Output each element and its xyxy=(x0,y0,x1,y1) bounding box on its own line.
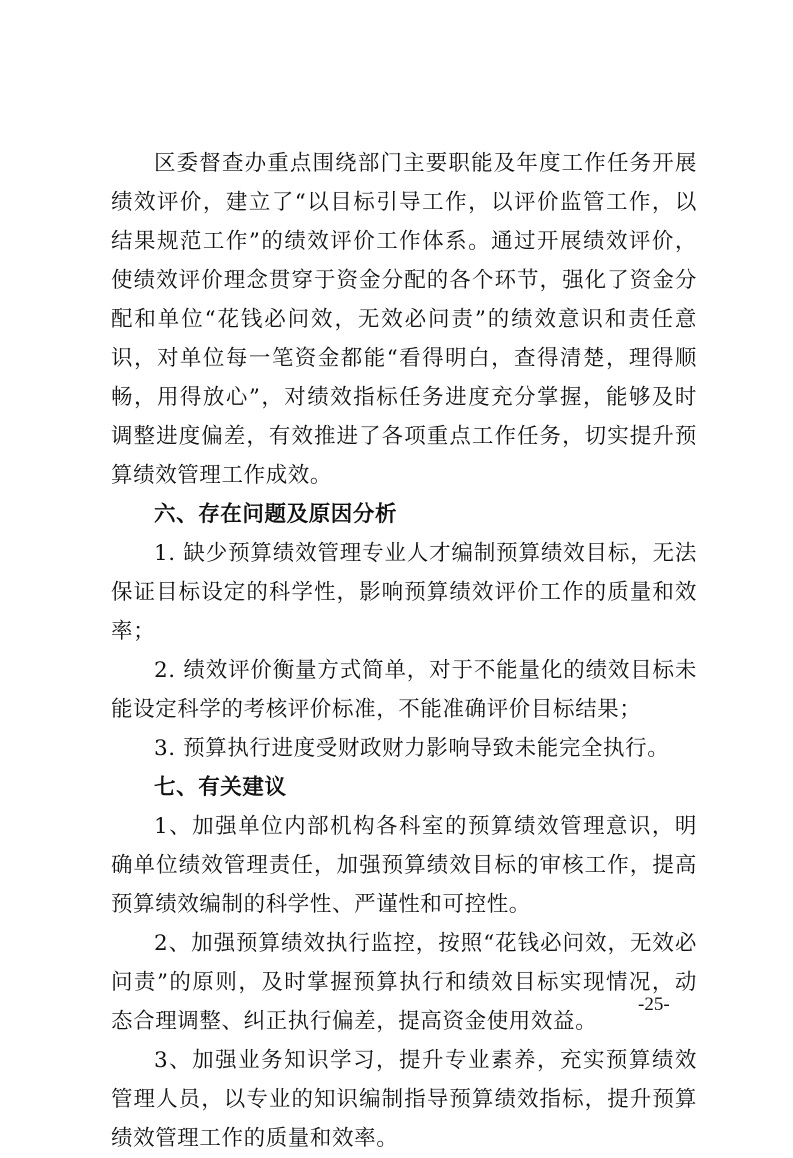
section-7-item-3: 3、加强业务知识学习，提升专业素养，充实预算绩效管理人员，以专业的知识编制指导预算绩效指标，提升预算绩效管理工作的质量和效率。 xyxy=(111,1048,697,1151)
document-body xyxy=(111,144,697,1158)
section-7-item-2: 2、加强预算绩效执行监控，按照“花钱必问效，无效必问责”的原则，及时掌握预算执行和绩效目标实现情况，动态合理调整、纠正执行偏差，提高资金使用效益。 xyxy=(111,931,697,1034)
section-6-item-3: 3. 预算执行进度受财政财力影响导致未能完全执行。 xyxy=(154,736,670,761)
section-7-item-1: 1、加强单位内部机构各科室的预算绩效管理意识，明确单位绩效管理责任，加强预算绩效目标的审核工作，提高预算绩效编制的科学性、严谨性和可控性。 xyxy=(111,814,697,917)
section-6-heading: 六、存在问题及原因分析 xyxy=(154,502,398,527)
section-6-item-2: 2. 绩效评价衡量方式简单，对于不能量化的绩效目标未能设定科学的考核评价标准，不能准确评价目标结果； xyxy=(111,658,697,722)
section-7-heading: 七、有关建议 xyxy=(154,775,287,800)
intro-paragraph: 区委督查办重点围绕部门主要职能及年度工作任务开展绩效评价，建立了“以目标引导工作，以评价监管工作，以结果规范工作”的绩效评价工作体系。通过开展绩效评价，使绩效评价理念贯穿于资金分配的各个环节，强化了资金分配和单位“花钱必问效，无效必问责”的绩效意识和责任意识，对单位每一笔资金都能“看得明白，查得清楚，理得顺畅，用得放心”，对绩效指标任务进度充分掌握，能够及时调整进度偏差，有效推进了各项重点工作任务，切实提升预算绩效管理工作成效。 xyxy=(111,151,697,488)
page-number: -25- xyxy=(638,994,670,1015)
section-6-item-1: 1. 缺少预算绩效管理专业人才编制预算绩效目标，无法保证目标设定的科学性，影响预算绩效评价工作的质量和效率； xyxy=(111,541,697,644)
